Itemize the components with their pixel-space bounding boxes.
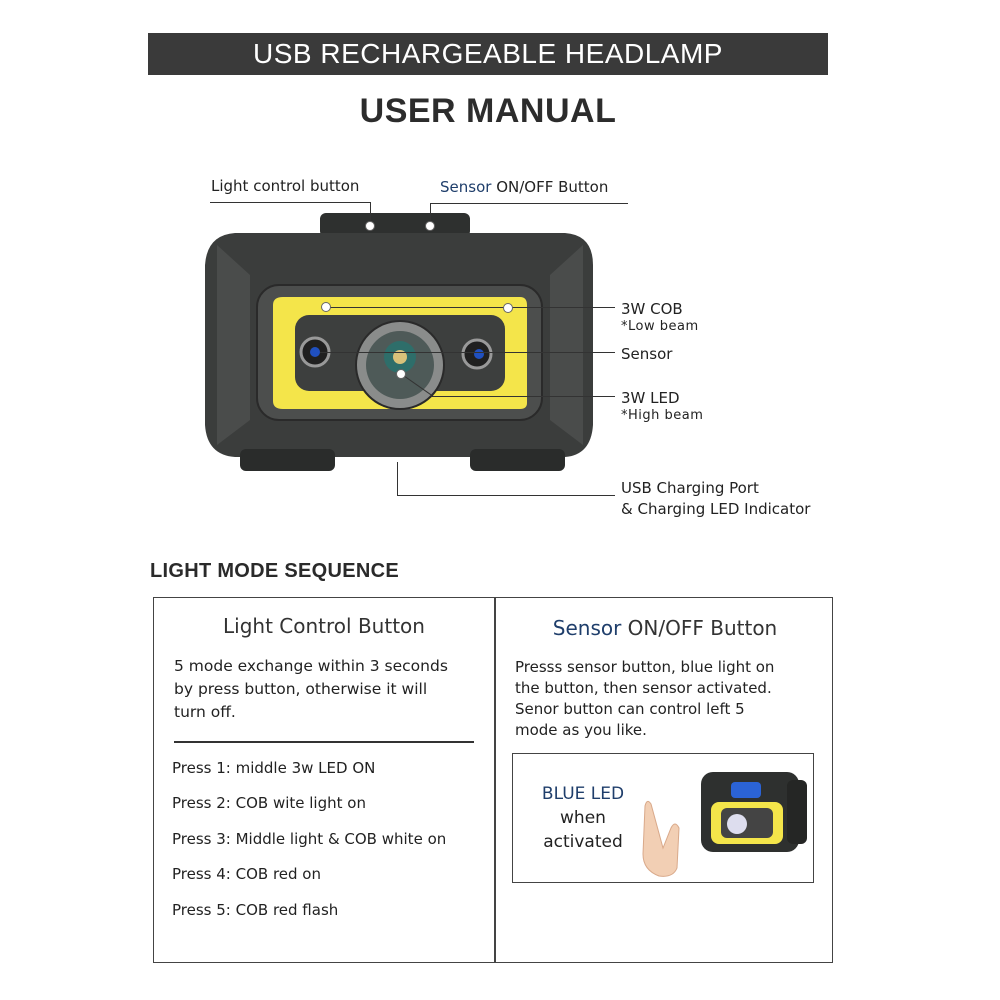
banner-text: USB RECHARGEABLE HEADLAMP	[253, 38, 723, 69]
cob-label	[621, 300, 699, 334]
usb-label-line2: & Charging LED Indicator	[621, 500, 811, 518]
light-control-button-label: Light control button	[211, 177, 360, 195]
headlamp-illustration	[195, 205, 605, 475]
press-item: Press 3: Middle light & COB white on	[172, 830, 447, 848]
mode-table	[153, 597, 833, 963]
press-item: Press 2: COB wite light on	[172, 794, 366, 812]
cob-label-sub: *Low beam	[621, 319, 699, 334]
led-label-main: 3W LED	[621, 389, 680, 407]
right-column-desc: Presss sensor button, blue light on the button, then sensor activated. Senor button can control left 5 mode as you like.	[515, 658, 775, 739]
inset-text: BLUE LED when activated	[541, 784, 625, 852]
press-item: Press 4: COB red on	[172, 865, 321, 883]
right-column-title: Sensor ON/OFF Button	[552, 616, 778, 640]
blue-led-inset	[512, 753, 814, 883]
sensor-button-rest: ON/OFF Button	[491, 178, 609, 196]
left-column-desc: 5 mode exchange within 3 seconds by press button, otherwise it will turn off.	[174, 657, 448, 721]
sensor-label: Sensor	[621, 345, 673, 363]
usb-port-label	[621, 478, 810, 520]
sensor-word: Sensor	[440, 178, 492, 196]
section-heading: LIGHT MODE SEQUENCE	[150, 560, 400, 582]
usb-label-line1: USB Charging Port	[621, 479, 759, 497]
hand-and-headlamp-icon	[633, 758, 811, 880]
title-banner	[148, 33, 828, 75]
led-label-sub: *High beam	[621, 408, 704, 423]
left-divider	[174, 741, 474, 743]
led-label	[621, 389, 703, 423]
page-title: USER MANUAL	[359, 92, 617, 130]
press-item: Press 1: middle 3w LED ON	[172, 759, 376, 777]
left-column-title: Light Control Button	[223, 614, 425, 638]
sensor-button-label	[440, 178, 608, 196]
press-item: Press 5: COB red flash	[172, 901, 339, 919]
cob-label-main: 3W COB	[621, 300, 683, 318]
